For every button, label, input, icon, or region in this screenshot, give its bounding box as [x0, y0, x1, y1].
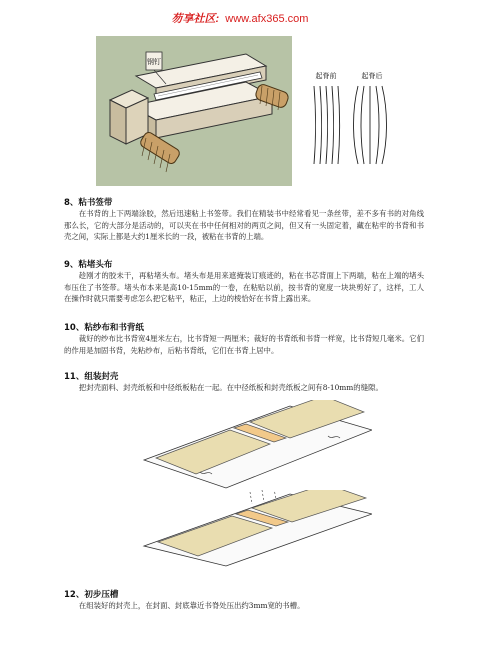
section-body-8: 在书背的上下两端涂胶，然后迅速粘上书签带。我们在精装书中经常看见一条丝带，差不多有书的对角线那么长，它的大部分是活动的，可以夹在书中任何相对的两页之间，但又有一头固定着，藏在粘牢的书背和书壳之间，实际上都是大约1厘米长的一段，被粘在书背的上端。: [64, 209, 424, 241]
section-title-9: 9、粘堵头布: [64, 260, 113, 270]
site-url[interactable]: www.afx365.com: [225, 13, 309, 25]
spine-before: [314, 86, 340, 164]
spine-rounding-illustration: [306, 70, 394, 170]
section-body-10: 裁好的纱布比书背宽4厘米左右，比书背短一两厘米；裁好的书背纸和书背一样宽，比书背短几毫米。它们的作用是加固书背，先粘纱布，后粘书背纸，它们在书背上居中。: [64, 334, 424, 355]
case-assembly-illustration-bottom: [140, 490, 372, 568]
nail-label: 钢钉: [147, 59, 161, 66]
site-logo: 芴享社区:: [171, 13, 220, 25]
spine-after: [354, 86, 387, 164]
section-title-10: 10、粘纱布和书背纸: [64, 323, 144, 333]
section-title-8: 8、粘书签带: [64, 198, 113, 208]
book-press-illustration: [96, 36, 292, 186]
label-after-rounding: 起脊后: [361, 73, 383, 80]
label-before-rounding: 起脊前: [315, 73, 337, 80]
section-body-11: 把封壳面料、封壳纸板和中径纸板粘在一起。在中径纸板和封壳纸板之间有8-10mm的缝隙。: [78, 383, 383, 392]
case-assembly-illustration-top: [140, 400, 372, 495]
section-body-9: 趁刚才的胶未干，再粘堵头布。堵头布是用来遮掩装订痕迹的，粘在书芯背面上下两端，粘在上端的堵头布压住了书签带。堵头布本来是高10-15mm的一卷，在粘贴以前，按书背的宽度一块块剪好了，这样，工人在操作时就只需要考虑怎么把它粘平，粘正，上边的棱恰好在书背上露出来。: [64, 271, 424, 303]
section-title-11: 11、组装封壳: [64, 372, 119, 382]
section-title-12: 12、初步压槽: [64, 590, 119, 600]
section-body-12: 在组装好的封壳上，在封面、封底靠近书脊处压出约3mm宽的书槽。: [78, 601, 305, 610]
site-header: [0, 10, 480, 26]
